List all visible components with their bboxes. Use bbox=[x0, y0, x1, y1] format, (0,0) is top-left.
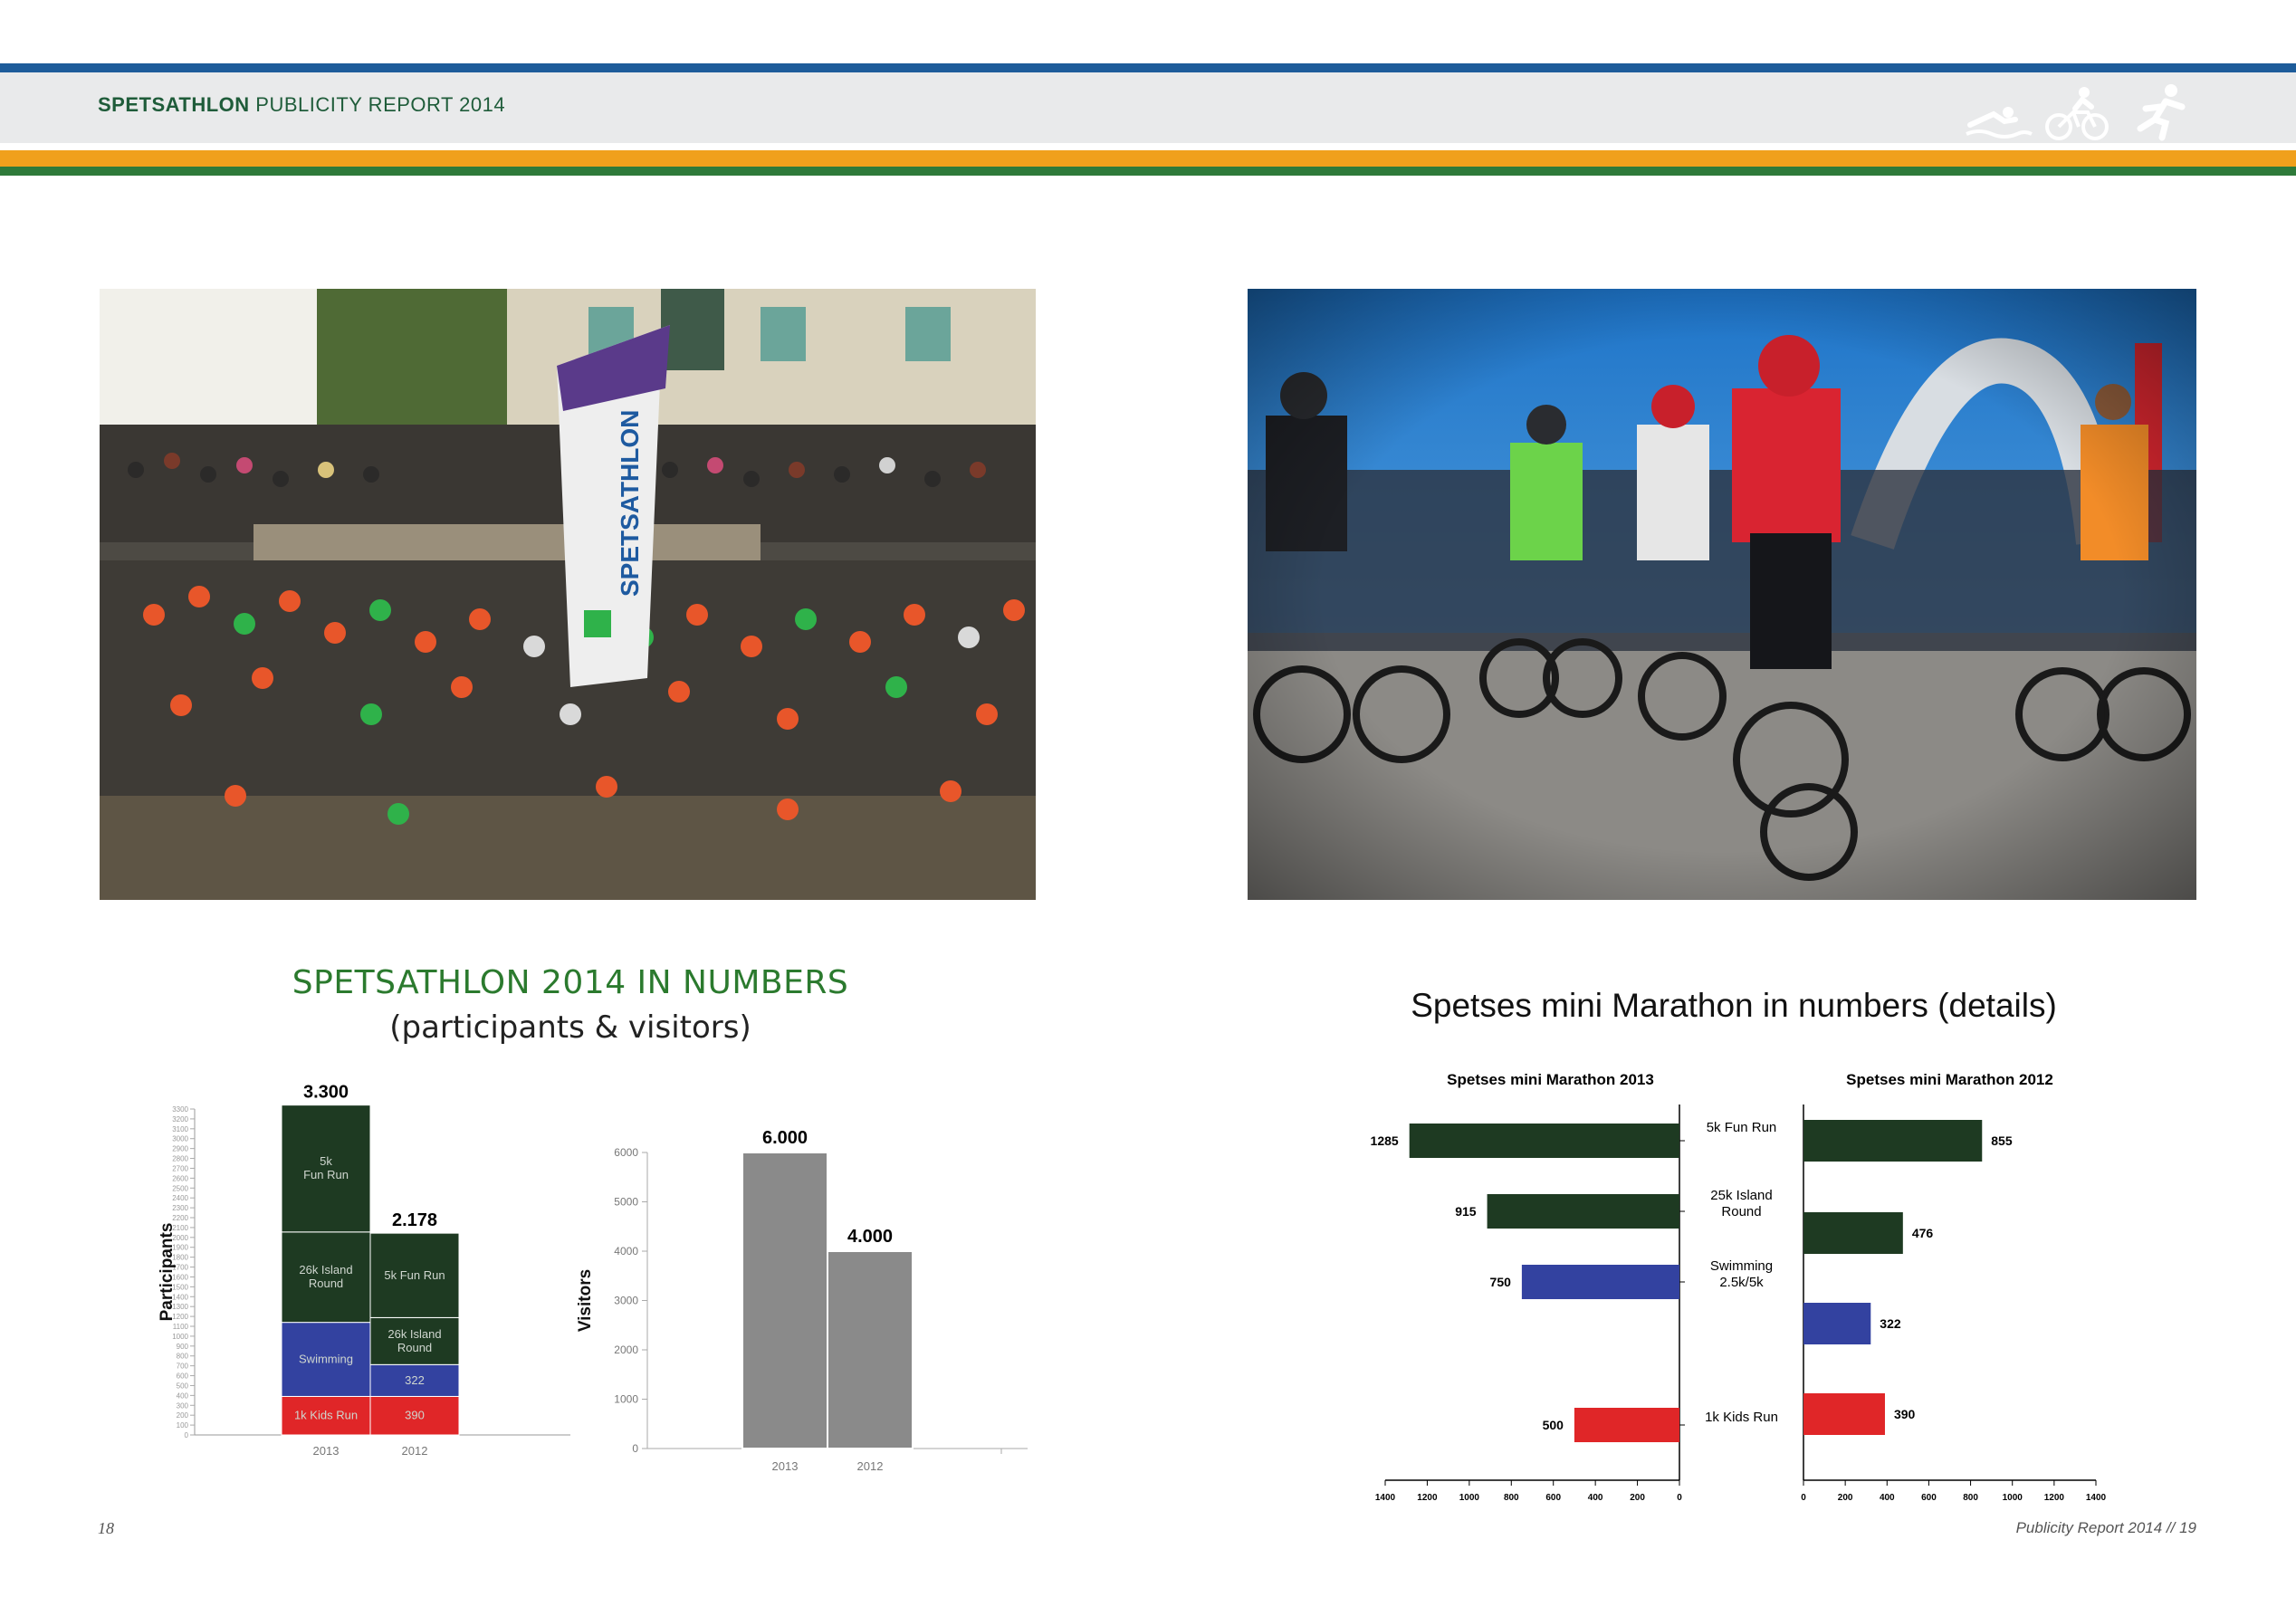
x-tick-label: 1200 bbox=[2043, 1493, 2064, 1503]
visitors-chart bbox=[570, 1123, 1041, 1485]
y-tick-label: 1000 bbox=[172, 1332, 188, 1341]
report-title-rest: PUBLICITY REPORT 2014 bbox=[249, 93, 506, 116]
x-tick-label: 1000 bbox=[2002, 1493, 2023, 1503]
segment-label: 390 bbox=[405, 1408, 425, 1422]
visitors-bar bbox=[742, 1152, 828, 1449]
total-label: 3.300 bbox=[302, 1082, 349, 1103]
value-label: 915 bbox=[1455, 1204, 1477, 1219]
x-tick-label: 2013 bbox=[312, 1444, 340, 1458]
banner-text: SPETSATHLON bbox=[616, 409, 644, 597]
y-tick-label: 2500 bbox=[172, 1184, 188, 1193]
swimmers-photo bbox=[100, 289, 1036, 900]
runner-icon bbox=[2140, 84, 2182, 138]
y-tick-label: 300 bbox=[176, 1401, 188, 1411]
x-tick-label: 0 bbox=[1677, 1493, 1682, 1503]
value-label: 750 bbox=[1489, 1275, 1511, 1289]
y-tick-label: 1000 bbox=[614, 1392, 638, 1406]
y-tick-label: 100 bbox=[176, 1421, 188, 1430]
y-tick-label: 1200 bbox=[172, 1313, 188, 1322]
header-green-stripe bbox=[0, 167, 2296, 176]
y-tick-label: 2100 bbox=[172, 1223, 188, 1232]
y-tick-label: 2000 bbox=[614, 1344, 638, 1356]
y-tick-label: 2800 bbox=[172, 1154, 188, 1163]
bar-2012 bbox=[1803, 1393, 1885, 1435]
x-tick-label: 1000 bbox=[1459, 1493, 1479, 1503]
y-tick-label: 2700 bbox=[172, 1164, 188, 1173]
y-tick-label: 900 bbox=[176, 1342, 188, 1351]
y-tick-label: 700 bbox=[176, 1362, 188, 1371]
numbers-title: SPETSATHLON 2014 IN NUMBERS bbox=[292, 964, 849, 1001]
report-title bbox=[98, 93, 505, 117]
y-tick-label: 0 bbox=[632, 1442, 638, 1455]
y-tick-label: 6000 bbox=[614, 1146, 638, 1159]
x-tick-label: 200 bbox=[1837, 1493, 1853, 1503]
y-tick-label: 1500 bbox=[172, 1283, 188, 1292]
segment-label: 26k Island Round bbox=[387, 1326, 442, 1354]
cyclists-photo bbox=[1248, 289, 2196, 900]
segment-label: 1k Kids Run bbox=[293, 1408, 359, 1422]
y-tick-label: 800 bbox=[176, 1352, 188, 1361]
y-tick-label: 2900 bbox=[172, 1144, 188, 1153]
segment-label: 5k Fun Run bbox=[303, 1154, 349, 1182]
bar-2012 bbox=[1803, 1212, 1903, 1254]
chart-2012-title: Spetses mini Marathon 2012 bbox=[1846, 1071, 2053, 1088]
category-label: 25k Island Round bbox=[1710, 1188, 1773, 1219]
page-number-left: 18 bbox=[98, 1519, 114, 1537]
x-tick-label: 800 bbox=[1963, 1493, 1978, 1503]
y-tick-label: 200 bbox=[176, 1411, 188, 1420]
x-tick-label: 2013 bbox=[771, 1459, 799, 1473]
y-tick-label: 2000 bbox=[172, 1233, 188, 1242]
swimmer-icon bbox=[1966, 107, 2032, 137]
y-tick-label: 3100 bbox=[172, 1124, 188, 1133]
x-tick-label: 1400 bbox=[2085, 1493, 2107, 1503]
x-tick-label: 400 bbox=[1879, 1493, 1895, 1503]
sport-icons bbox=[1961, 80, 2205, 143]
y-tick-label: 2200 bbox=[172, 1214, 188, 1222]
value-label: 322 bbox=[1880, 1316, 1901, 1331]
value-label: 855 bbox=[1991, 1133, 2013, 1148]
category-label: 5k Fun Run bbox=[1706, 1120, 1777, 1135]
y-tick-label: 2300 bbox=[172, 1204, 188, 1213]
visitors-bar bbox=[828, 1251, 913, 1449]
y-tick-label: 1100 bbox=[172, 1323, 188, 1331]
y-axis-label: Visitors bbox=[576, 1268, 595, 1333]
report-brand: SPETSATHLON bbox=[98, 93, 250, 116]
participants-chart bbox=[145, 1082, 588, 1485]
x-tick-label: 1400 bbox=[1374, 1493, 1396, 1503]
bar-2013 bbox=[1522, 1265, 1679, 1299]
y-tick-label: 3300 bbox=[172, 1105, 188, 1114]
x-tick-label: 2012 bbox=[856, 1459, 884, 1473]
y-tick-label: 2400 bbox=[172, 1194, 188, 1203]
y-tick-label: 1700 bbox=[172, 1263, 188, 1272]
y-tick-label: 3000 bbox=[614, 1294, 638, 1307]
y-tick-label: 1900 bbox=[172, 1243, 188, 1252]
y-tick-label: 500 bbox=[176, 1382, 188, 1391]
total-label: 2.178 bbox=[391, 1210, 438, 1231]
segment-label: 26k Island Round bbox=[299, 1263, 353, 1291]
y-axis-label: Participants bbox=[158, 1222, 177, 1322]
mini-marathon-chart bbox=[1349, 1059, 2128, 1503]
value-label: 390 bbox=[1893, 1407, 1916, 1421]
bar-2012 bbox=[1803, 1303, 1870, 1344]
bar-2013 bbox=[1410, 1124, 1679, 1158]
value-label: 4.000 bbox=[847, 1227, 894, 1247]
y-tick-label: 1800 bbox=[172, 1253, 188, 1262]
x-tick-label: 200 bbox=[1630, 1493, 1645, 1503]
header-orange-stripe bbox=[0, 150, 2296, 167]
x-tick-label: 2012 bbox=[401, 1444, 428, 1458]
value-label: 476 bbox=[1911, 1226, 1934, 1240]
bar-2013 bbox=[1574, 1408, 1679, 1442]
x-tick-label: 0 bbox=[1801, 1493, 1806, 1503]
y-tick-label: 400 bbox=[176, 1391, 188, 1401]
y-tick-label: 1600 bbox=[172, 1273, 188, 1282]
y-tick-label: 1300 bbox=[172, 1303, 188, 1312]
numbers-subtitle: (participants & visitors) bbox=[389, 1009, 751, 1046]
y-tick-label: 5000 bbox=[614, 1195, 638, 1209]
header-top-stripe bbox=[0, 63, 2296, 72]
segment-label: 322 bbox=[405, 1372, 425, 1387]
x-tick-label: 1200 bbox=[1417, 1493, 1438, 1503]
segment-label: 5k Fun Run bbox=[384, 1267, 445, 1282]
value-label: 500 bbox=[1542, 1418, 1564, 1432]
x-tick-label: 600 bbox=[1921, 1493, 1937, 1503]
bar-2012 bbox=[1803, 1120, 1982, 1162]
value-label: 6.000 bbox=[761, 1128, 808, 1148]
category-label: Swimming 2.5k/5k bbox=[1709, 1258, 1774, 1290]
x-tick-label: 600 bbox=[1545, 1493, 1562, 1503]
y-tick-label: 4000 bbox=[614, 1245, 638, 1258]
y-tick-label: 1400 bbox=[172, 1293, 188, 1302]
bar-2013 bbox=[1488, 1194, 1679, 1229]
mini-marathon-title: Spetses mini Marathon in numbers (details) bbox=[1411, 987, 2057, 1024]
x-tick-label: 400 bbox=[1587, 1493, 1603, 1503]
page-number-right: Publicity Report 2014 // 19 bbox=[2015, 1519, 2196, 1536]
y-tick-label: 3200 bbox=[172, 1114, 188, 1124]
y-tick-label: 3000 bbox=[172, 1134, 188, 1143]
value-label: 1285 bbox=[1370, 1133, 1399, 1148]
y-tick-label: 600 bbox=[176, 1372, 188, 1381]
chart-2013-title: Spetses mini Marathon 2013 bbox=[1447, 1071, 1654, 1088]
y-tick-label: 0 bbox=[184, 1431, 188, 1439]
category-label: 1k Kids Run bbox=[1705, 1410, 1778, 1425]
cyclist-icon bbox=[2047, 87, 2107, 139]
segment-label: Swimming bbox=[299, 1352, 353, 1366]
y-tick-label: 2600 bbox=[172, 1174, 188, 1183]
x-tick-label: 800 bbox=[1503, 1493, 1519, 1503]
